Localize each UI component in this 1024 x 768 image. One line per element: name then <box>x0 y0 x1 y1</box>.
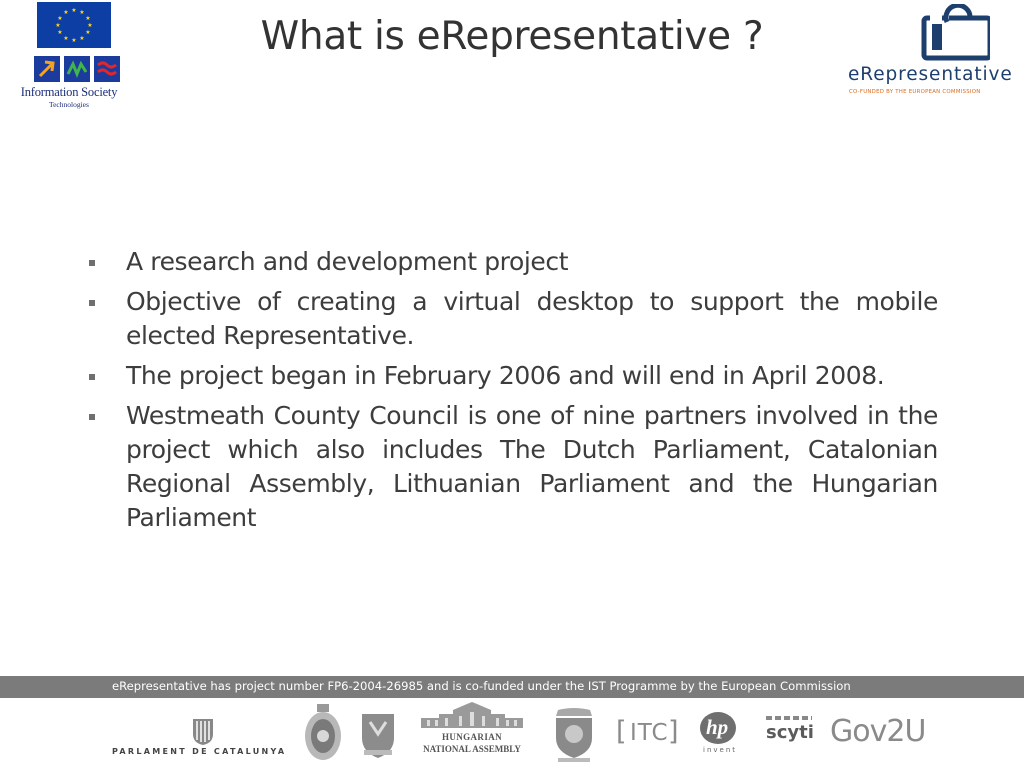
svg-text:★: ★ <box>71 37 77 44</box>
svg-text:★: ★ <box>87 22 93 29</box>
partner-crest-icon <box>548 706 600 764</box>
hungarian-assembly-logo <box>416 702 528 764</box>
catalunya-shield-icon <box>188 716 218 746</box>
svg-text:★: ★ <box>85 29 91 36</box>
svg-text:★: ★ <box>79 9 85 16</box>
bullet-item <box>86 399 938 535</box>
slide-title: What is eRepresentative ? <box>260 14 764 59</box>
svg-text:★: ★ <box>55 22 61 29</box>
svg-text:★: ★ <box>85 15 91 22</box>
bullet-list <box>86 245 938 541</box>
footer-band <box>0 676 1024 698</box>
hp-logo <box>694 712 750 758</box>
svg-text:★: ★ <box>63 35 69 42</box>
bullet-text: Objective of creating a virtual desktop to support the mobile elected Representative. <box>126 287 938 350</box>
hp-sub-label: invent <box>703 746 738 754</box>
partner-logos <box>0 698 1024 768</box>
svg-text:★: ★ <box>71 7 77 14</box>
hp-label: hp <box>706 715 729 739</box>
westmeath-crest-icon <box>358 708 398 760</box>
svg-text:★: ★ <box>57 15 63 22</box>
bullet-text: Westmeath County Council is one of nine partners involved in the project which also includes The Dutch Parliament, Catalonian Regional Assembly, Lithuanian Parliament and the Hungarian Parliament <box>126 401 938 532</box>
scyti-label: scyti <box>766 722 814 743</box>
parliament-building-icon <box>419 702 525 730</box>
gov2u-label: Gov2U <box>830 714 926 749</box>
erepresentative-logo <box>842 4 1024 100</box>
lithuania-seal-icon <box>302 702 344 764</box>
scyti-dots-icon <box>766 716 812 720</box>
eu-flag-icon <box>37 2 111 48</box>
bullet-square-icon <box>89 374 95 380</box>
bullet-item <box>86 245 938 279</box>
bullet-item <box>86 285 938 353</box>
erepresentative-emblem-icon <box>920 4 990 66</box>
erepresentative-logo-tagline: CO-FUNDED BY THE EUROPEAN COMMISSION <box>849 89 981 95</box>
hungarian-label-line1: HUNGARIAN <box>441 732 503 742</box>
bullet-text: The project began in February 2006 and will end in April 2008. <box>126 361 885 390</box>
itc-label: ITC <box>630 720 669 746</box>
ist-logo-title: Information Society <box>20 85 118 99</box>
ist-emblem-icon <box>34 54 120 84</box>
bullet-item <box>86 359 938 393</box>
hungarian-label-line2: NATIONAL ASSEMBLY <box>423 744 521 754</box>
bullet-square-icon <box>89 300 95 306</box>
bullet-square-icon <box>89 414 95 420</box>
svg-text:★: ★ <box>57 29 63 36</box>
bullet-text: A research and development project <box>126 247 569 276</box>
svg-text:★: ★ <box>63 9 69 16</box>
footer-funding-note: eRepresentative has project number FP6-2004-26985 and is co-funded under the IST Programme by the European Commission <box>112 679 851 693</box>
itc-logo: [ ITC ] <box>616 716 679 747</box>
catalunya-parliament-logo <box>110 712 294 762</box>
gov2u-logo <box>830 714 926 758</box>
svg-text:★: ★ <box>79 35 85 42</box>
erepresentative-logo-name: eRepresentative <box>848 64 1013 85</box>
bullet-square-icon <box>89 260 95 266</box>
ist-logo-subtitle: Technologies <box>49 100 89 109</box>
scyti-logo <box>764 716 822 756</box>
catalunya-label: PARLAMENT DE CATALUNYA <box>112 747 287 756</box>
information-society-logo <box>8 2 130 110</box>
